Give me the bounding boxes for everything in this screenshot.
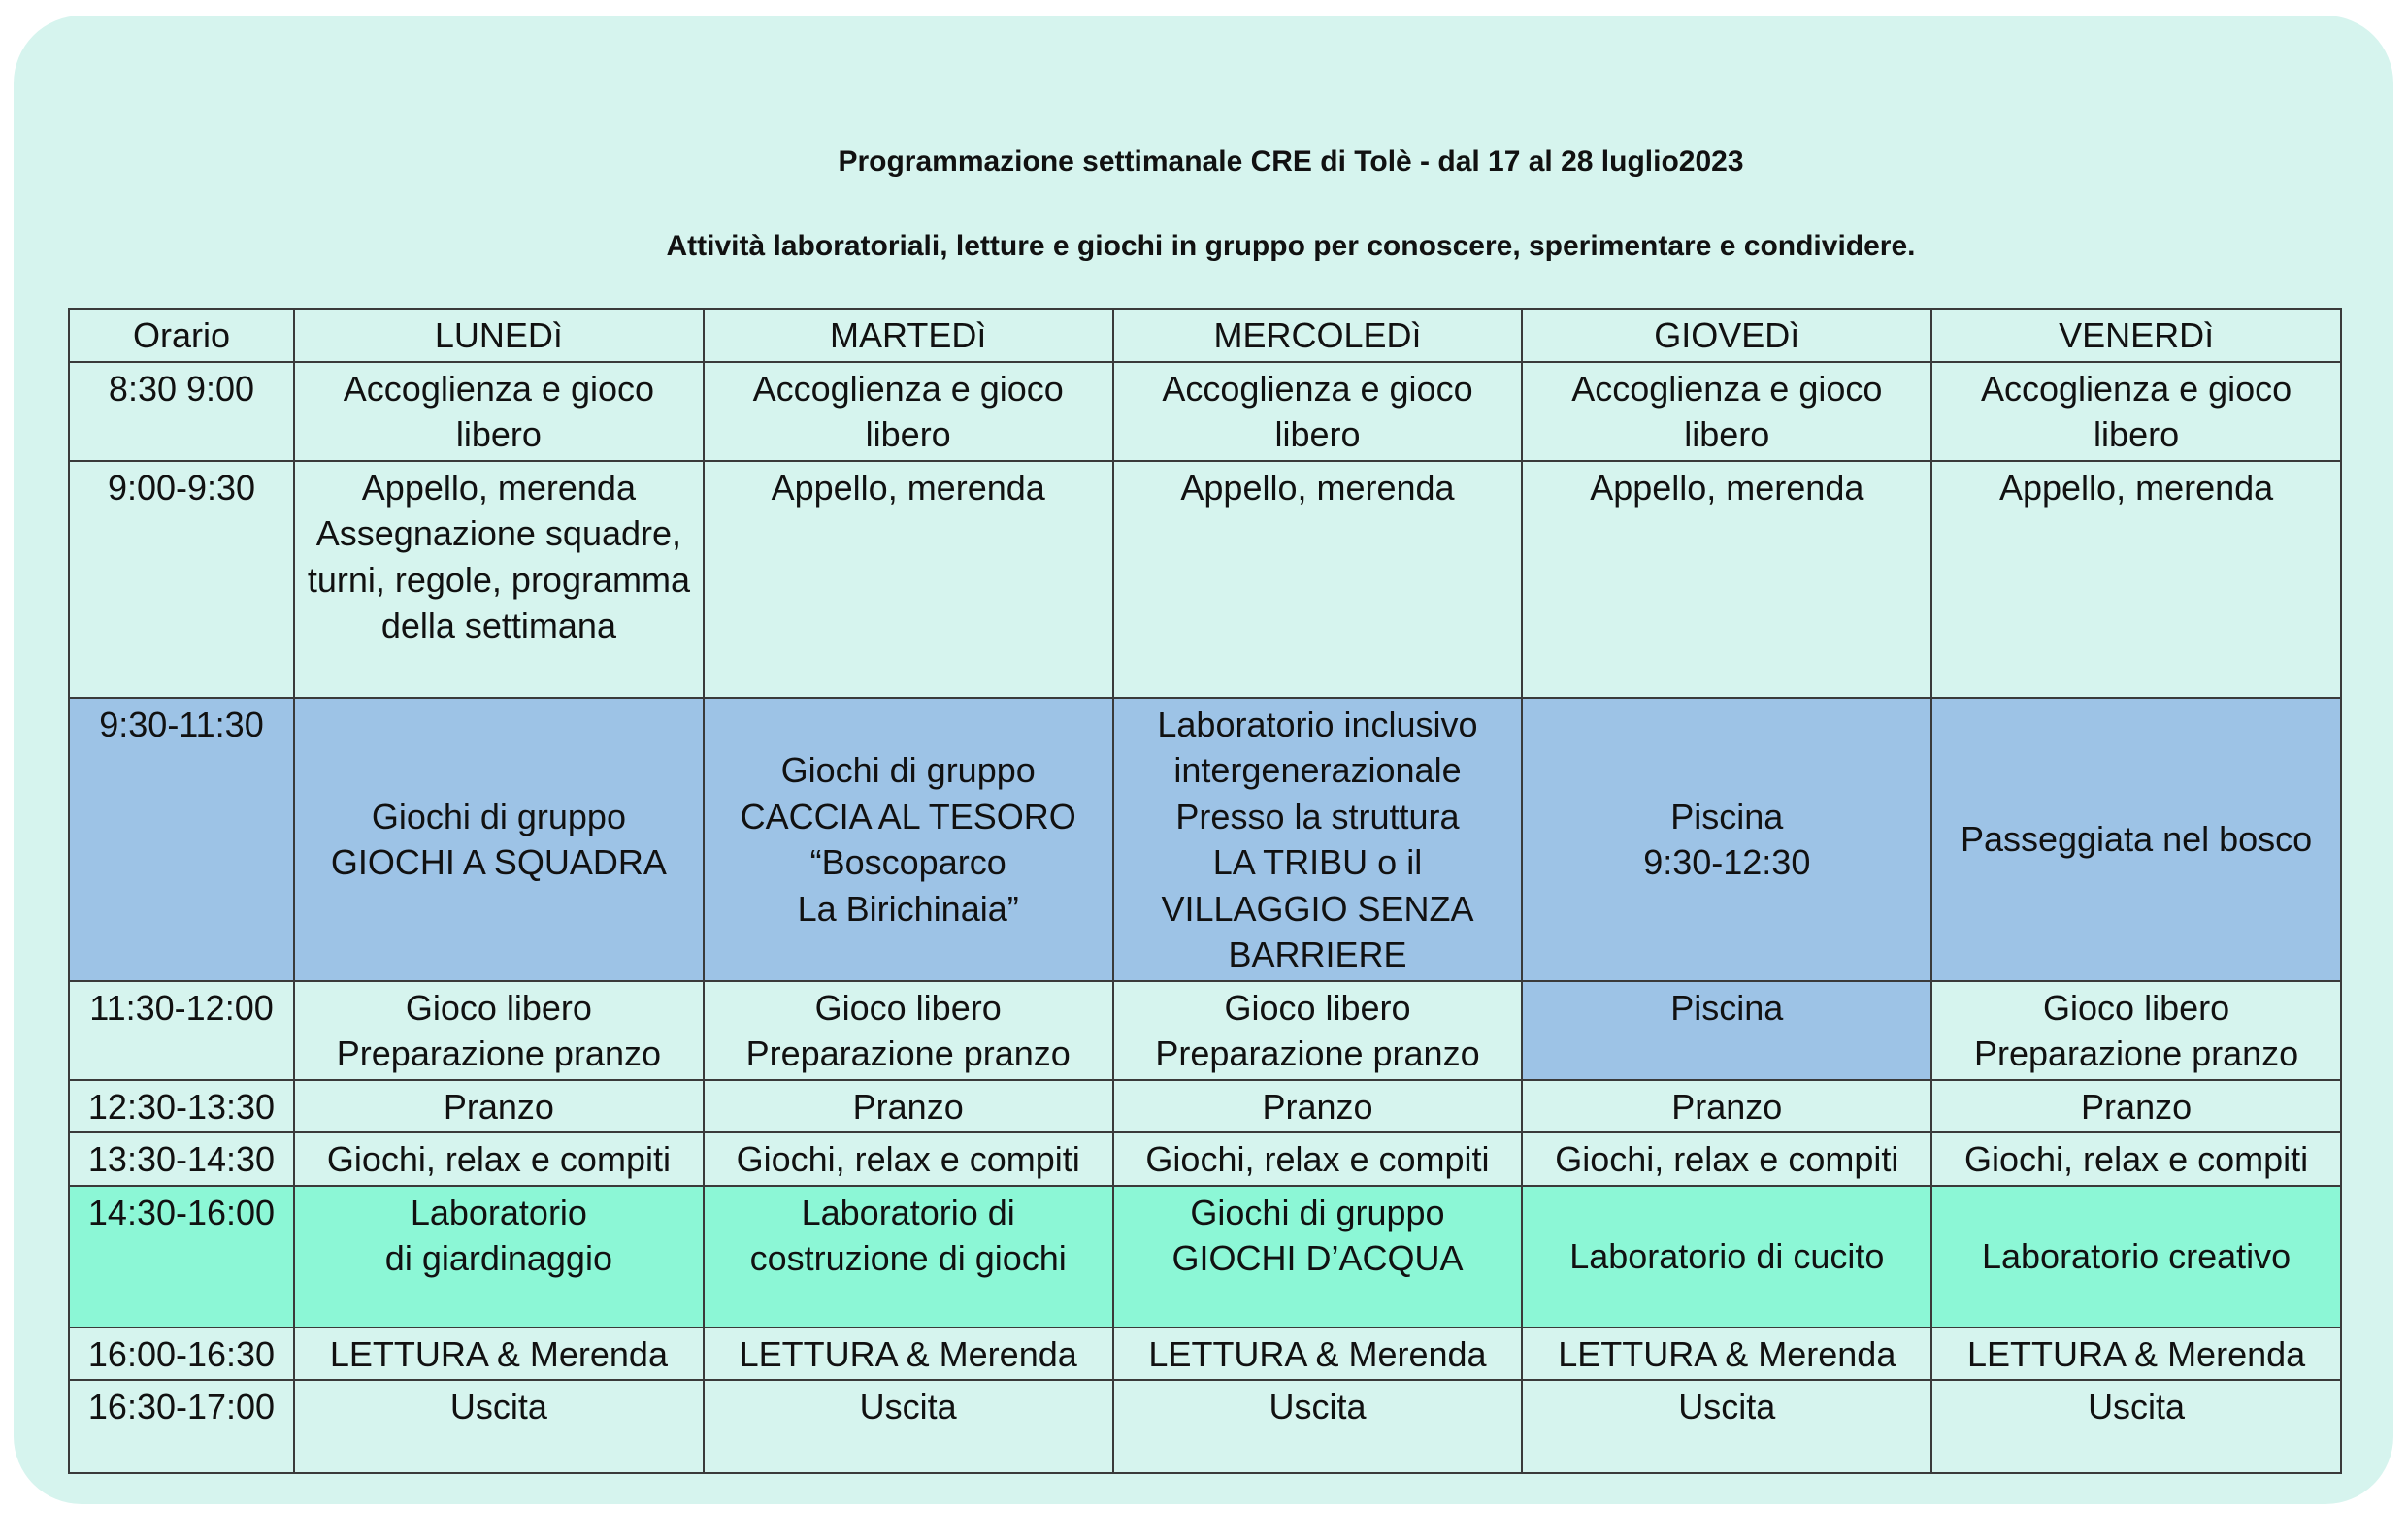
table-row (69, 1327, 2341, 1381)
activity-cell: Pranzo (1113, 1080, 1523, 1133)
activity-cell: Appello, merenda (1931, 461, 2341, 698)
activity-cell: Passeggiata nel bosco (1931, 698, 2341, 981)
activity-cell: Pranzo (1522, 1080, 1931, 1133)
table-row (69, 362, 2341, 461)
time-cell: 14:30-16:00 (69, 1186, 294, 1327)
table-row (69, 1080, 2341, 1133)
activity-cell: Giochi di gruppo GIOCHI D’ACQUA (1113, 1186, 1523, 1327)
activity-cell: Pranzo (704, 1080, 1113, 1133)
header-venerdi: VENERDì (1931, 309, 2341, 362)
time-cell: 16:30-17:00 (69, 1380, 294, 1473)
time-cell: 12:30-13:30 (69, 1080, 294, 1133)
header-mercoledi: MERCOLEDì (1113, 309, 1523, 362)
activity-cell: Piscina (1522, 981, 1931, 1080)
table-row (69, 1186, 2341, 1327)
activity-cell: Giochi, relax e compiti (1113, 1132, 1523, 1186)
activity-cell: Giochi, relax e compiti (1931, 1132, 2341, 1186)
activity-cell: Appello, merenda (1522, 461, 1931, 698)
time-cell: 13:30-14:30 (69, 1132, 294, 1186)
table-row (69, 981, 2341, 1080)
time-cell: 16:00-16:30 (69, 1327, 294, 1381)
header-martedi: MARTEDì (704, 309, 1113, 362)
activity-cell: Pranzo (294, 1080, 704, 1133)
activity-cell: Accoglienza e gioco libero (704, 362, 1113, 461)
activity-cell: Giochi di gruppo CACCIA AL TESORO “Boscoparco La Birichinaia” (704, 698, 1113, 981)
table-header-row (69, 309, 2341, 362)
activity-cell: Accoglienza e gioco libero (294, 362, 704, 461)
activity-cell: Gioco libero Preparazione pranzo (1931, 981, 2341, 1080)
header-giovedi: GIOVEDì (1522, 309, 1931, 362)
activity-cell: Gioco libero Preparazione pranzo (294, 981, 704, 1080)
activity-cell: Uscita (1113, 1380, 1523, 1473)
activity-cell: LETTURA & Merenda (1522, 1327, 1931, 1381)
activity-cell: LETTURA & Merenda (704, 1327, 1113, 1381)
table-row (69, 698, 2341, 981)
header-lunedi: LUNEDì (294, 309, 704, 362)
activity-cell: Uscita (704, 1380, 1113, 1473)
activity-cell: Appello, merenda (704, 461, 1113, 698)
activity-cell: Laboratorio di giardinaggio (294, 1186, 704, 1327)
time-cell: 8:30 9:00 (69, 362, 294, 461)
table-row (69, 1380, 2341, 1473)
time-cell: 11:30-12:00 (69, 981, 294, 1080)
header-orario: Orario (69, 309, 294, 362)
activity-cell: Giochi di gruppo GIOCHI A SQUADRA (294, 698, 704, 981)
activity-cell: Uscita (294, 1380, 704, 1473)
activity-cell: Accoglienza e gioco libero (1113, 362, 1523, 461)
activity-cell: Piscina 9:30-12:30 (1522, 698, 1931, 981)
page-title: Programmazione settimanale CRE di Tolè - dal 17 al 28 luglio2023 (838, 146, 1744, 178)
time-cell: 9:30-11:30 (69, 698, 294, 981)
page-subtitle: Attività laboratoriali, letture e giochi in gruppo per conoscere, sperimentare e condividere. (666, 230, 1916, 262)
table-row (69, 1132, 2341, 1186)
time-cell: 9:00-9:30 (69, 461, 294, 698)
activity-cell: Laboratorio creativo (1931, 1186, 2341, 1327)
activity-cell: Uscita (1931, 1380, 2341, 1473)
activity-cell: Giochi, relax e compiti (294, 1132, 704, 1186)
activity-cell: Uscita (1522, 1380, 1931, 1473)
activity-cell: Laboratorio di costruzione di giochi (704, 1186, 1113, 1327)
activity-cell: Gioco libero Preparazione pranzo (704, 981, 1113, 1080)
activity-cell: Accoglienza e gioco libero (1931, 362, 2341, 461)
table-row (69, 461, 2341, 698)
activity-cell: Appello, merenda (1113, 461, 1523, 698)
activity-cell: LETTURA & Merenda (1113, 1327, 1523, 1381)
activity-cell: Laboratorio inclusivo intergenerazionale Presso la struttura LA TRIBU o il VILLAGGIO SENZA BARRIERE (1113, 698, 1523, 981)
activity-cell: Gioco libero Preparazione pranzo (1113, 981, 1523, 1080)
activity-cell: Pranzo (1931, 1080, 2341, 1133)
activity-cell: LETTURA & Merenda (294, 1327, 704, 1381)
weekly-schedule-table (68, 308, 2342, 1474)
activity-cell: Giochi, relax e compiti (1522, 1132, 1931, 1186)
activity-cell: Giochi, relax e compiti (704, 1132, 1113, 1186)
activity-cell: Appello, merenda Assegnazione squadre, turni, regole, programma della settimana (294, 461, 704, 698)
activity-cell: Accoglienza e gioco libero (1522, 362, 1931, 461)
activity-cell: LETTURA & Merenda (1931, 1327, 2341, 1381)
activity-cell: Laboratorio di cucito (1522, 1186, 1931, 1327)
